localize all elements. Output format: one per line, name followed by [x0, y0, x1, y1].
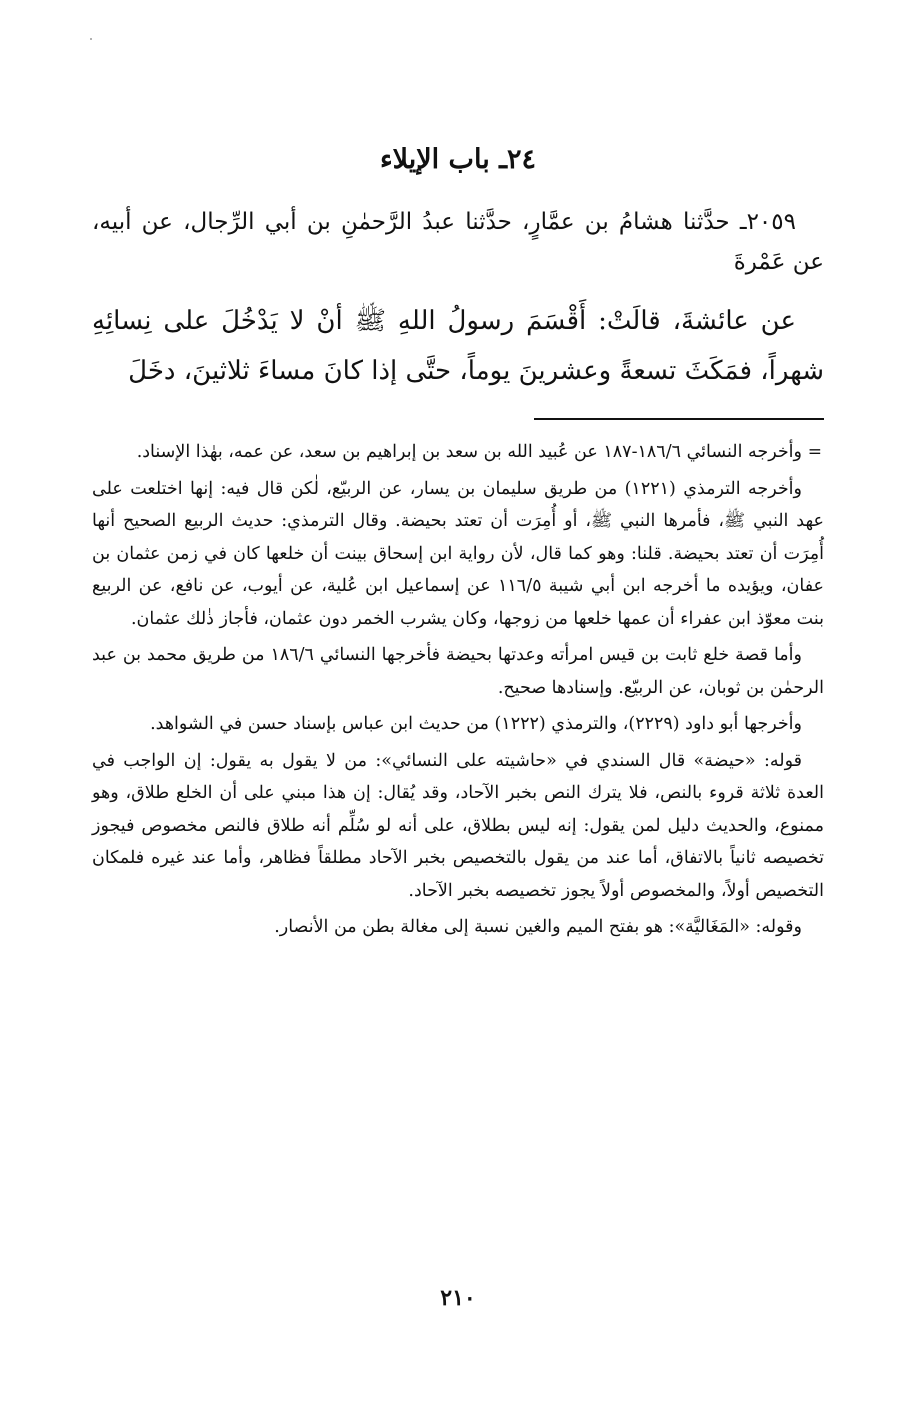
continuation-mark: = [807, 442, 822, 462]
hadith-chain: ٢٠٥٩ـ حدَّثنا هشامُ بن عمَّارٍ، حدَّثنا عبدُ الرَّحمٰنِ بن أبي الرِّجال، عن أبيه، عن عَمْرةَ [92, 209, 824, 275]
footnotes [92, 436, 824, 944]
footnote-text: وأخرجه النسائي ١٨٦/٦-١٨٧ عن عُبيد الله بن سعد بن إبراهيم بن سعد، عن عمه، بهٰذا الإسناد. [136, 442, 802, 462]
footnote-divider [534, 418, 824, 420]
page-number: ٢١٠ [440, 1285, 476, 1311]
footnote-paragraph [92, 436, 824, 469]
document-page [92, 130, 824, 1330]
footnote-paragraph: وأخرجها أبو داود (٢٢٢٩)، والترمذي (١٢٢٢) من حديث ابن عباس بإسناد حسن في الشواهد. [150, 714, 802, 734]
hadith-text: عن عائشةَ، قالَتْ: أَقْسَمَ رسولُ اللهِ ﷺ أنْ لا يَدْخُلَ على نِسائِهِ شهراً، فمَكَثَ تسعةً وعشرينَ يوماً، حتَّى إذا كانَ مساءَ ثلاثينَ، دخَلَ [92, 306, 824, 386]
footnote-paragraph: وأخرجه الترمذي (١٢٢١) من طريق سليمان بن يسار، عن الربيّع، لٰكن قال فيه: إنها اختلعت على عهد النبي ﷺ، فأمرها النبي ﷺ، أو أُمِرَت أن تعتد بحيضة. وقال الترمذي: حديث الربيع الصحيح أنها أُمِرَت أن تعتد بحيضة. قلنا: وهو كما قال، لأن رواية ابن إسحاق بينت أن خلعها كان في زمن عثمان بن عفان، ويؤيده ما أخرجه ابن أبي شيبة ١١٦/٥ عن إسماعيل ابن عُلية، عن أيوب، عن نافع، عن الربيع بنت معوّذ ابن عفراء أن عمها خلعها من زوجها، وكان يشرب الخمر دون عثمان، فأجاز ذٰلك عثمان. [92, 478, 824, 629]
footnote-paragraph: قوله: «حيضة» قال السندي في «حاشيته على النسائي»: من لا يقول به يقول: إن الواجب في العدة ثلاثة قروء بالنص، فلا يترك النص بخبر الآحاد، وقد يُقال: إن هذا مبني على أن الخلع طلاق، وهو ممنوع، والحديث دليل لمن يقول: إنه ليس بطلاق، على أنه لو سُلِّم أنه طلاق فالنص مخصوص فيجوز تخصيصه ثانياً بالاتفاق، أما عند من يقول بالتخصيص بخبر الآحاد مطلقاً فظاهر، وأما عند غيره فلمكان التخصيص أولاً، والمخصوص أولاً يجوز تخصيصه بخبر الآحاد. [92, 750, 824, 901]
scan-speck [90, 38, 92, 40]
footnote-paragraph: وأما قصة خلع ثابت بن قيس امرأته وعدتها بحيضة فأخرجها النسائي ١٨٦/٦ من طريق محمد بن عبد الرحمٰن بن ثوبان، عن الربيّع. وإسنادها صحيح. [92, 645, 824, 698]
footnote-paragraph: وقوله: «المَغَاليَّة»: هو بفتح الميم والغين نسبة إلى مغالة بطن من الأنصار. [274, 917, 802, 937]
chapter-title: ٢٤ـ باب الإيلاء [379, 144, 537, 175]
